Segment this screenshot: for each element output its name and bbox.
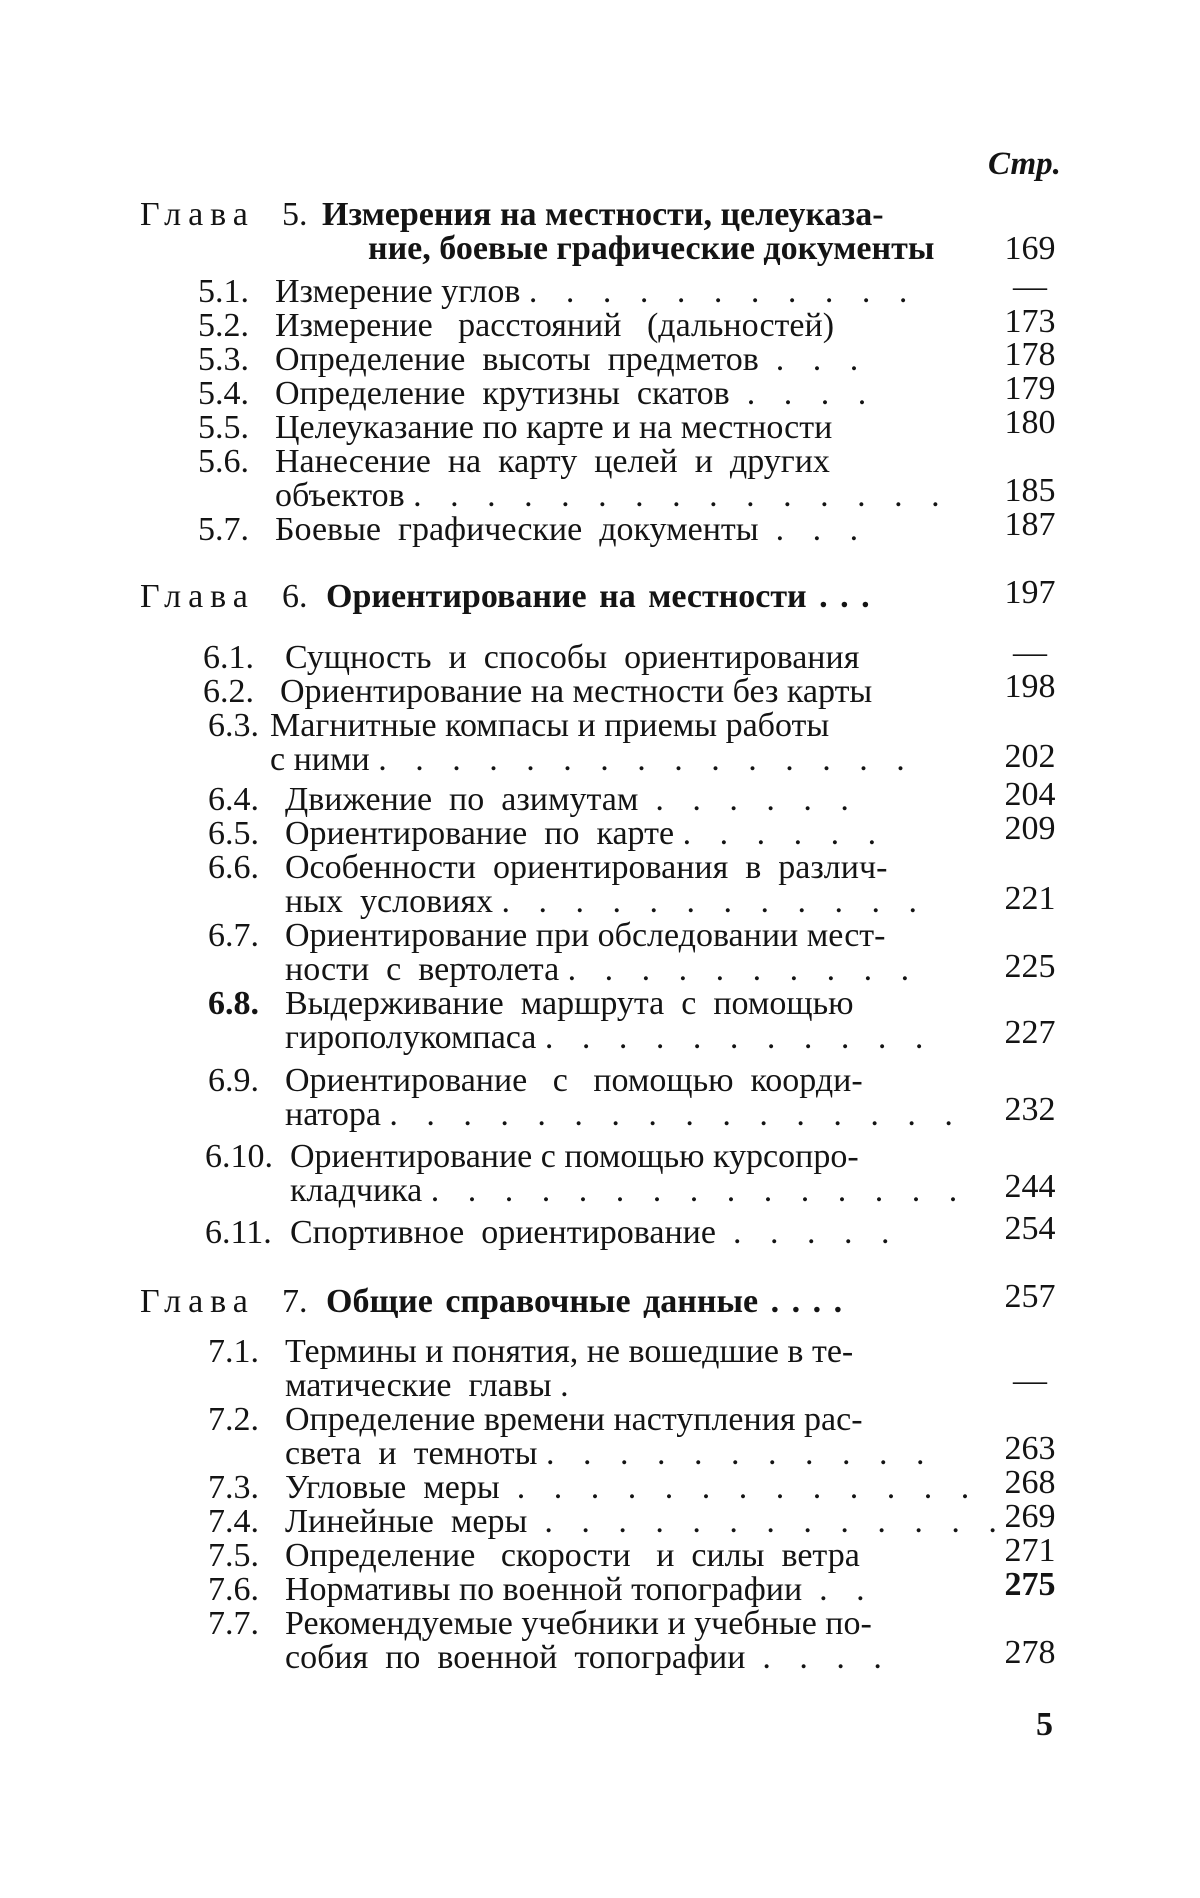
section-title: Термины и понятия, не вошедшие в те- (285, 1333, 854, 1370)
section-title: Ориентирование с помощью коорди- (285, 1062, 863, 1099)
leader-dots: . . . (775, 511, 869, 548)
section-page: — (1013, 1362, 1047, 1399)
section-title: Определение крутизны скатов (275, 375, 730, 412)
section-page: 275 (1004, 1566, 1056, 1603)
section-title-cont: натора (285, 1096, 381, 1133)
leader-dots: . . . . . (732, 1214, 900, 1251)
section-number: 5.2. (198, 307, 249, 344)
chapter-prefix: Глава (140, 578, 255, 615)
section-title-cont: с ними (270, 741, 370, 778)
section-title: Определение времени наступления рас- (285, 1401, 863, 1438)
section-title-cont: объектов (275, 477, 405, 514)
section-number: 5.7. (198, 511, 249, 548)
section-number: 7.4. (208, 1503, 259, 1540)
leader-dots: . . (819, 1571, 875, 1608)
pages-column-header: Стр. (988, 146, 1061, 182)
section-title: Нанесение на карту целей и других (275, 443, 830, 480)
section-title: Целеуказание по карте и на местности (275, 409, 833, 446)
section-title: Движение по азимутам (285, 781, 639, 818)
section-number: 6.7. (208, 917, 259, 954)
section-page: 244 (1004, 1168, 1056, 1205)
section-page: 221 (1004, 880, 1056, 917)
section-title-cont: кладчика (290, 1172, 423, 1209)
section-page: 254 (1004, 1210, 1056, 1247)
section-number: 6.3. (208, 707, 259, 744)
section-title: Особенности ориентирования в различ- (285, 849, 888, 886)
section-title: Угловые меры (285, 1469, 500, 1506)
chapter-prefix: Глава (140, 1283, 255, 1320)
section-page: 271 (1004, 1532, 1056, 1569)
leader-dots: . . . . . . . . . . . . . (516, 1469, 980, 1506)
leader-dots: . . . . . . . . . . . . . . . (378, 741, 915, 778)
chapter-6-heading (140, 580, 1060, 614)
section-title-cont: ных условиях (285, 883, 493, 920)
leader-dots: . . . . . . . . . . . . . . . (413, 477, 950, 514)
section-number: 6.2. (203, 673, 254, 710)
leader-dots: . . . . (762, 1639, 892, 1676)
section-title: Спортивное ориентирование (290, 1214, 716, 1251)
section-number: 5.3. (198, 341, 249, 378)
section-number: 5.4. (198, 375, 249, 412)
section-page: 225 (1004, 948, 1056, 985)
section-page: 198 (1004, 668, 1056, 705)
leader-dots: . . . . . . . . . . . (544, 1019, 934, 1056)
section-page: 185 (1004, 472, 1056, 509)
leader-dots: . (560, 1367, 579, 1404)
chapter-number: 7. (282, 1283, 308, 1320)
section-title-cont: гирополукомпаса (285, 1019, 537, 1056)
leader-dots: . . . . . . (682, 815, 887, 852)
section-page: 180 (1004, 404, 1056, 441)
chapter-title: Общие справочные данные . . . . (326, 1283, 843, 1320)
section-title: Ориентирование с помощью курсопро- (290, 1138, 859, 1175)
section-title-cont: матические главы (285, 1367, 552, 1404)
section-number: 7.6. (208, 1571, 259, 1608)
section-number: 6.4. (208, 781, 259, 818)
section-page: 268 (1004, 1464, 1056, 1501)
section-number: 6.1. (203, 639, 254, 676)
section-title: Ориентирование на местности без карты (280, 673, 873, 710)
section-page: 269 (1004, 1498, 1056, 1535)
leader-dots: . . . . . . . . . . . . . . . . (389, 1096, 963, 1133)
section-title: Определение скорости и силы ветра (285, 1537, 860, 1574)
chapter-5-heading (140, 198, 1060, 266)
section-number: 6.8. (208, 985, 259, 1022)
chapter-page: 257 (1004, 1278, 1056, 1315)
section-number: 6.11. (205, 1214, 272, 1251)
leader-dots: . . . . . . . . . . . (546, 1435, 935, 1472)
section-number: 7.7. (208, 1605, 259, 1642)
section-number: 6.5. (208, 815, 259, 852)
page-number: 5 (1036, 1706, 1053, 1743)
section-number: 6.9. (208, 1062, 259, 1099)
section-number: 7.1. (208, 1333, 259, 1370)
chapter-title: Измерения на местности, целеуказа- ние, боевые графические документы (322, 196, 935, 267)
section-title: Ориентирование по карте (285, 815, 675, 852)
section-number: 5.5. (198, 409, 249, 446)
leader-dots: . . . (775, 341, 869, 378)
section-title-cont: собия по военной топографии (285, 1639, 746, 1676)
section-page: 209 (1004, 810, 1056, 847)
section-title: Измерение углов (275, 273, 521, 310)
section-title: Определение высоты предметов (275, 341, 759, 378)
section-title: Измерение расстояний (дальностей) (275, 307, 835, 344)
section-title: Выдерживание маршрута с помощью (285, 985, 854, 1022)
chapter-prefix: Глава (140, 196, 255, 233)
section-title: Ориентирование при обследовании мест- (285, 917, 886, 954)
section-title: Рекомендуемые учебники и учебные по- (285, 1605, 872, 1642)
section-page: 204 (1004, 776, 1056, 813)
section-page: 173 (1004, 303, 1056, 340)
section-title-cont: света и темноты (285, 1435, 538, 1472)
chapter-number: 5. (282, 196, 308, 233)
section-number: 7.3. (208, 1469, 259, 1506)
chapter-title: Ориентирование на местности . . . (326, 578, 870, 615)
chapter-number: 6. (282, 578, 308, 615)
leader-dots: . . . . . . . . . . . . (501, 883, 927, 920)
leader-dots: . . . . . . . . . . (567, 951, 920, 988)
section-title: Линейные меры (285, 1503, 528, 1540)
leader-dots: . . . . . . . . . . . . . (544, 1503, 1007, 1540)
section-title: Нормативы по военной топографии (285, 1571, 803, 1608)
leader-dots: . . . . . . (655, 781, 859, 818)
section-number: 5.1. (198, 273, 249, 310)
section-number: 6.6. (208, 849, 259, 886)
section-title: Боевые графические документы (275, 511, 759, 548)
section-number: 7.5. (208, 1537, 259, 1574)
section-title: Магнитные компасы и приемы работы (270, 707, 830, 744)
section-title: Сущность и способы ориентирования (285, 639, 860, 676)
section-title-cont: ности с вертолета (285, 951, 560, 988)
section-page: 278 (1004, 1634, 1056, 1671)
chapter-page: 169 (1004, 230, 1056, 267)
section-number: 7.2. (208, 1401, 259, 1438)
section-page: 202 (1004, 738, 1056, 775)
chapter-7-heading (140, 1285, 1060, 1319)
section-number: 6.10. (205, 1138, 273, 1175)
leader-dots: . . . . . . . . . . . (528, 273, 918, 310)
section-page: 187 (1004, 506, 1056, 543)
section-page: 263 (1004, 1430, 1056, 1467)
section-page: 232 (1004, 1091, 1056, 1128)
leader-dots: . . . . . . . . . . . . . . . (430, 1172, 968, 1209)
section-number: 5.6. (198, 443, 249, 480)
section-page: 179 (1004, 370, 1056, 407)
section-page: — (1013, 268, 1047, 305)
leader-dots: . . . . (746, 375, 877, 412)
section-page: — (1013, 634, 1047, 671)
section-page: 227 (1004, 1014, 1056, 1051)
chapter-page: 197 (1004, 574, 1056, 611)
section-page: 178 (1004, 336, 1056, 373)
